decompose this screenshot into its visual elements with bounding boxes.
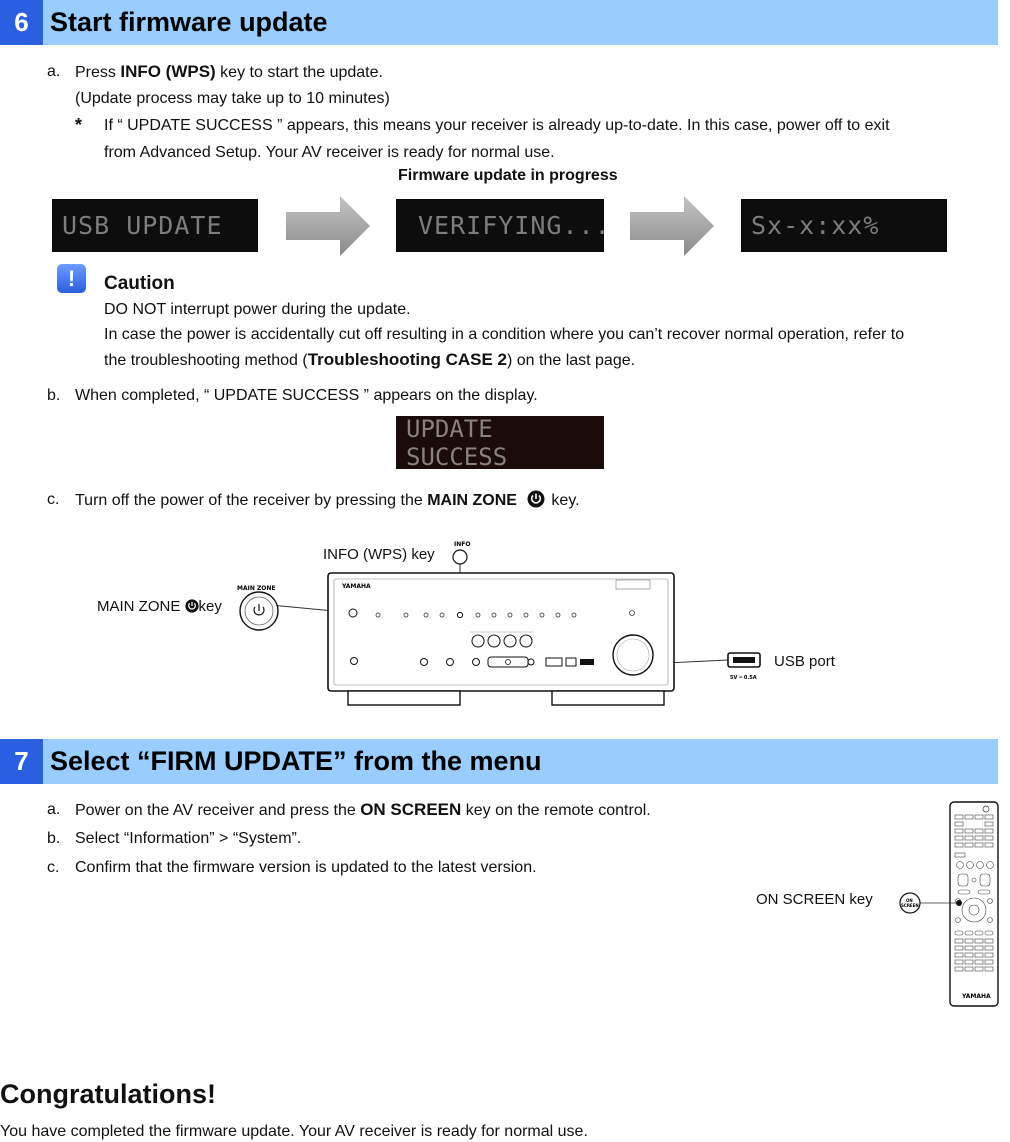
arrow-right-icon bbox=[630, 196, 714, 256]
congrats-text: You have completed the firmware update. Your AV receiver is ready for normal use. bbox=[0, 1123, 588, 1140]
step-7-header bbox=[0, 739, 998, 784]
svg-text:ON: ON bbox=[906, 898, 913, 903]
receiver-front-panel-illustration bbox=[230, 538, 770, 710]
step-7-a-marker: a. bbox=[47, 801, 61, 818]
step-6-a-text: Press INFO (WPS) key to start the update. bbox=[75, 62, 383, 81]
star-marker: * bbox=[75, 115, 83, 135]
step-6-c-text: Turn off the power of the receiver by pressing the MAIN ZONE key. bbox=[75, 492, 580, 509]
caution-line-2: In case the power is accidentally cut off resulting in a condition where you can’t recover normal operation, refer to bbox=[104, 326, 905, 343]
step-number: 6 bbox=[0, 0, 43, 45]
star-line-1: If “ UPDATE SUCCESS ” appears, this means your receiver is already up-to-date. In this case, power off to exit bbox=[104, 117, 890, 134]
power-icon bbox=[185, 599, 199, 613]
step-6-header bbox=[0, 0, 998, 45]
svg-text:YAMAHA: YAMAHA bbox=[342, 583, 371, 590]
step-6-a-note: (Update process may take up to 10 minutes) bbox=[75, 90, 390, 107]
lcd-usb-update: USB UPDATE bbox=[52, 199, 258, 252]
on-screen-key-ref: ON SCREEN bbox=[360, 800, 462, 819]
step-6-c-marker: c. bbox=[47, 491, 60, 508]
info-key-label: INFO (WPS) key bbox=[323, 546, 435, 563]
step-6-b-marker: b. bbox=[47, 387, 61, 404]
step-7-c-text: Confirm that the firmware version is updated to the latest version. bbox=[75, 859, 537, 876]
svg-text:5V ═ 0.5A: 5V ═ 0.5A bbox=[730, 675, 757, 681]
svg-text:SCREEN: SCREEN bbox=[901, 903, 919, 908]
svg-text:MAIN ZONE: MAIN ZONE bbox=[237, 585, 276, 592]
power-icon bbox=[527, 490, 545, 508]
usb-port-label: USB port bbox=[774, 653, 835, 670]
on-screen-key-label: ON SCREEN key bbox=[756, 891, 873, 908]
star-line-2: from Advanced Setup. Your AV receiver is ready for normal use. bbox=[104, 144, 555, 161]
caution-title: Caution bbox=[104, 273, 175, 294]
step-title: Select “FIRM UPDATE” from the menu bbox=[50, 746, 542, 776]
step-7-b-text: Select “Information” > “System”. bbox=[75, 830, 302, 847]
troubleshooting-ref: Troubleshooting CASE 2 bbox=[307, 350, 507, 369]
svg-text:YAMAHA: YAMAHA bbox=[962, 993, 991, 1000]
caution-line-1: DO NOT interrupt power during the update. bbox=[104, 301, 411, 318]
main-zone-key-ref: MAIN ZONE bbox=[427, 492, 517, 509]
lcd-progress-percent: Sx-x:xx% bbox=[741, 199, 947, 252]
progress-heading: Firmware update in progress bbox=[398, 167, 618, 184]
congrats-title: Congratulations! bbox=[0, 1079, 216, 1109]
caution-line-3: the troubleshooting method (Troubleshooting CASE 2) on the last page. bbox=[104, 350, 636, 369]
step-6-b-text: When completed, “ UPDATE SUCCESS ” appears on the display. bbox=[75, 387, 538, 404]
info-key-ref: INFO (WPS) bbox=[120, 62, 216, 81]
step-number: 7 bbox=[0, 739, 43, 784]
step-7-b-marker: b. bbox=[47, 830, 61, 847]
caution-icon: ! bbox=[57, 264, 86, 293]
lcd-verifying: VERIFYING... bbox=[396, 199, 604, 252]
step-title: Start firmware update bbox=[50, 7, 328, 37]
arrow-right-icon bbox=[286, 196, 370, 256]
step-7-c-marker: c. bbox=[47, 859, 60, 876]
svg-text:INFO: INFO bbox=[454, 541, 471, 548]
main-zone-key-label: MAIN ZONE key bbox=[97, 598, 222, 615]
remote-control-illustration bbox=[890, 800, 1002, 1010]
lcd-update-success: UPDATE SUCCESS bbox=[396, 416, 604, 469]
step-7-a-text: Power on the AV receiver and press the ON SCREEN key on the remote control. bbox=[75, 800, 651, 819]
step-6-a-marker: a. bbox=[47, 63, 61, 80]
